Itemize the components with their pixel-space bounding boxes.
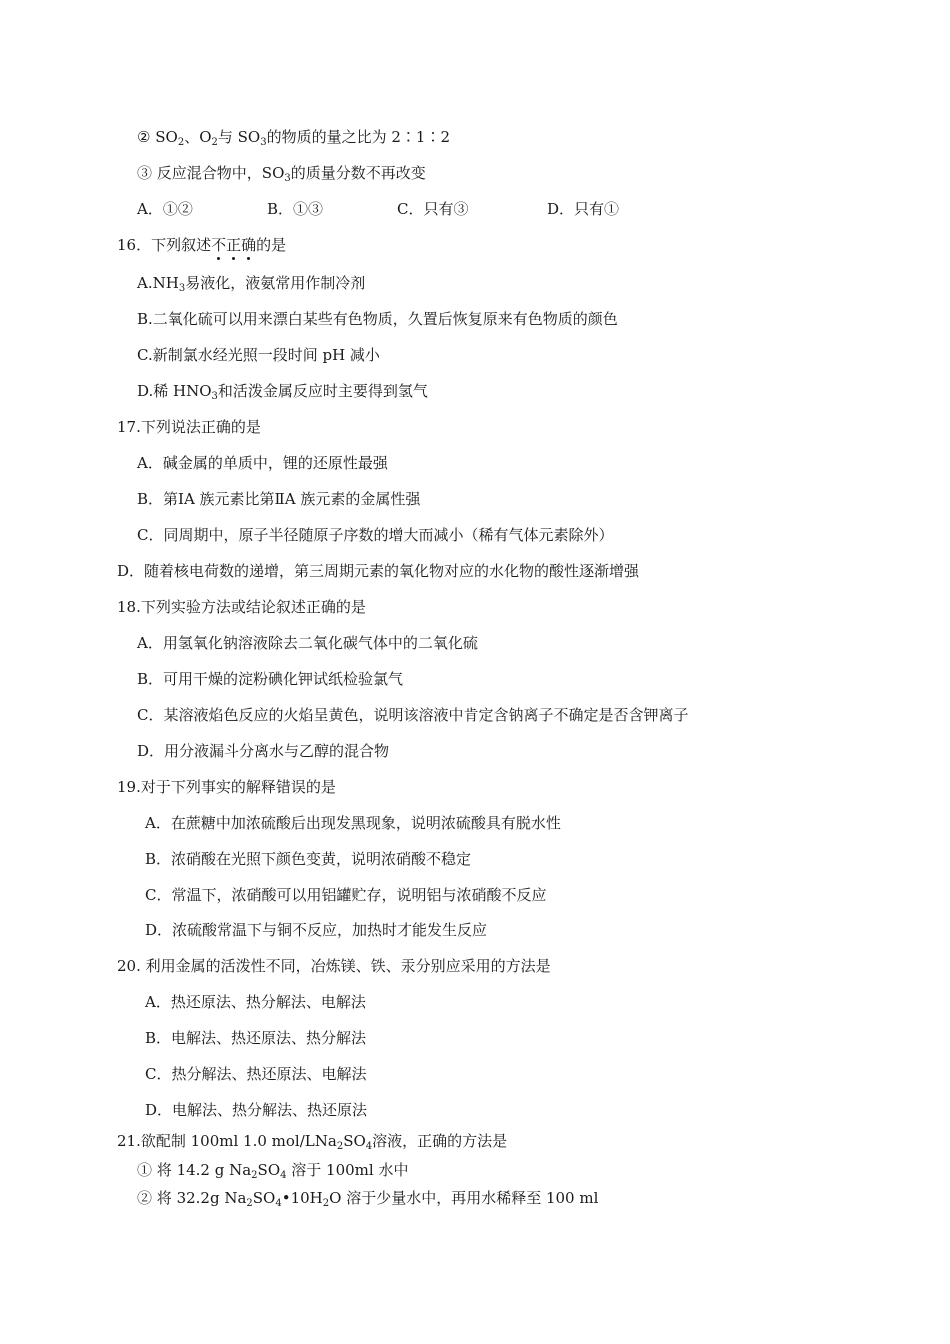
q15-item-3: ③ 反应混合物中，$SO_3$的质量分数不再改变 <box>137 164 426 184</box>
q20-option-d: D．电解法、热分解法、热还原法 <box>145 1101 368 1119</box>
q21-stem: 21.欲配制 100ml 1.0 mol/$LNa_2SO_4$溶液，正确的方法是 <box>117 1132 508 1152</box>
q16-stem: 16．下列叙述不正确的是 <box>117 236 287 254</box>
q15-options <box>137 199 677 219</box>
q17-option-d: D．随着核电荷数的递增，第三周期元素的氧化物对应的水化物的酸性逐渐增强 <box>117 562 640 580</box>
q18-option-c: C．某溶液焰色反应的火焰呈黄色，说明该溶液中肯定含钠离子不确定是否含钾离子 <box>137 706 689 724</box>
q19-option-b: B．浓硝酸在光照下颜色变黄，说明浓硝酸不稳定 <box>145 850 472 868</box>
q15-option-d: D．只有① <box>547 200 620 218</box>
q20-option-a: A．热还原法、热分解法、电解法 <box>145 993 366 1011</box>
q16-option-b: B.二氧化硫可以用来漂白某些有色物质，久置后恢复原来有色物质的颜色 <box>137 310 618 328</box>
q21-item-1: ① 将 14.2 g $Na_2SO_4$ 溶于 100ml 水中 <box>137 1161 409 1181</box>
q19-option-d: D．浓硫酸常温下与铜不反应，加热时才能发生反应 <box>145 921 488 939</box>
q15-option-b: B．①③ <box>267 200 324 218</box>
q17-option-a: A．碱金属的单质中，锂的还原性最强 <box>137 454 388 472</box>
q20-option-b: B．电解法、热还原法、热分解法 <box>145 1029 367 1047</box>
q18-option-a: A．用氢氧化钠溶液除去二氧化碳气体中的二氧化硫 <box>137 634 478 652</box>
q16-option-d: D.稀 $HNO_3$和活泼金属反应时主要得到氢气 <box>137 382 428 402</box>
q19-option-a: A．在蔗糖中加浓硫酸后出现发黑现象，说明浓硫酸具有脱水性 <box>145 814 561 832</box>
q19-option-c: C．常温下，浓硝酸可以用铝罐贮存，说明铝与浓硝酸不反应 <box>145 886 547 904</box>
q18-option-b: B．可用干燥的淀粉碘化钾试纸检验氯气 <box>137 670 404 688</box>
q18-stem: 18.下列实验方法或结论叙述正确的是 <box>117 598 366 616</box>
q15-option-a: A．①② <box>137 200 193 218</box>
q20-option-c: C．热分解法、热还原法、电解法 <box>145 1065 367 1083</box>
q16-option-c: C.新制氯水经光照一段时间 pH 减小 <box>137 346 380 364</box>
q20-stem: 20. 利用金属的活泼性不同，冶炼镁、铁、汞分别应采用的方法是 <box>117 957 551 975</box>
q18-option-d: D．用分液漏斗分离水与乙醇的混合物 <box>137 742 390 760</box>
q16-option-a: $A.NH_3$易液化，液氨常用作制冷剂 <box>137 274 366 294</box>
q15-option-c: C．只有③ <box>397 200 469 218</box>
q15-item-2: ② $SO_2$、$O_2$与 $SO_3$的物质的量之比为 2∶1∶2 <box>137 128 450 148</box>
q17-option-b: B．第ⅠA 族元素比第ⅡA 族元素的金属性强 <box>137 490 421 508</box>
q17-stem: 17.下列说法正确的是 <box>117 418 261 436</box>
q19-stem: 19.对于下列事实的解释错误的是 <box>117 778 336 796</box>
q21-item-2: ② 将 32.2g $Na_2SO_4•10H_2O$ 溶于少量水中，再用水稀释至 100 ml <box>137 1189 599 1209</box>
q17-option-c: C．同周期中，原子半径随原子序数的增大而减小（稀有气体元素除外） <box>137 526 614 544</box>
